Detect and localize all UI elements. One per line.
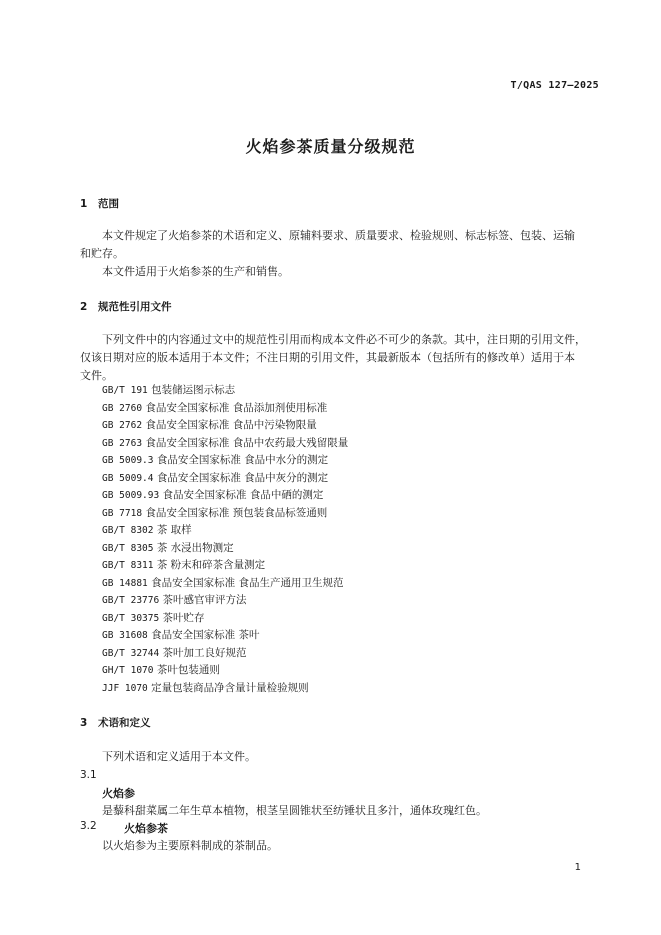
reference-code: GB/T 30375 bbox=[102, 612, 160, 624]
reference-code: GB 7718 bbox=[102, 507, 143, 519]
reference-code: JJF 1070 bbox=[102, 682, 148, 694]
reference-name: 食品安全国家标准 食品中灰分的测定 bbox=[156, 471, 329, 484]
normref-intro-line-3: 文件。 bbox=[80, 369, 113, 382]
reference-code: GB 5009.3 bbox=[102, 455, 154, 466]
reference-code: GB 2760 bbox=[102, 402, 143, 414]
reference-name: 茶叶感官审评方法 bbox=[162, 594, 247, 606]
scope-line-3: 本文件适用于火焰参茶的生产和销售。 bbox=[102, 265, 289, 278]
reference-item bbox=[102, 522, 348, 540]
section-1-heading bbox=[80, 196, 119, 211]
reference-code: GB 14881 bbox=[102, 577, 148, 589]
scope-text bbox=[80, 227, 600, 281]
scope-line-2: 和贮存。 bbox=[80, 247, 124, 260]
reference-item bbox=[102, 540, 348, 558]
reference-name: 食品安全国家标准 食品中污染物限量 bbox=[145, 419, 317, 431]
term-3-1-definition: 是藜科甜菜属二年生草本植物，根茎呈圆锥状至纺锤状且多汁，通体玫瑰红色。 bbox=[102, 804, 487, 817]
reference-code: GH/T 1070 bbox=[102, 665, 154, 676]
section-3-heading bbox=[80, 715, 151, 730]
reference-name: 食品安全国家标准 预包装食品标签通则 bbox=[145, 506, 328, 519]
reference-item bbox=[102, 435, 348, 453]
normref-intro-line-1: 下列文件中的内容通过文中的规范性引用而构成本文件必不可少的条款。其中，注日期的引用文件， bbox=[102, 333, 586, 346]
reference-item bbox=[102, 575, 348, 593]
reference-code: GB/T 8302 bbox=[102, 525, 154, 536]
reference-code: GB/T 23776 bbox=[102, 595, 160, 606]
reference-item bbox=[102, 645, 348, 663]
reference-item bbox=[102, 680, 348, 698]
reference-code: GB/T 8311 bbox=[102, 560, 154, 571]
reference-name: 茶叶加工良好规范 bbox=[162, 646, 247, 659]
reference-name: 茶 水浸出物测定 bbox=[156, 541, 234, 554]
reference-item bbox=[102, 417, 348, 435]
reference-item bbox=[102, 400, 348, 418]
reference-code: GB 5009.4 bbox=[102, 472, 154, 484]
normref-intro bbox=[80, 331, 600, 385]
document-title: 火焰参茶质量分级规范 bbox=[245, 137, 416, 156]
reference-name: 食品安全国家标准 食品生产通用卫生规范 bbox=[151, 576, 344, 589]
reference-name: 食品安全国家标准 食品添加剂使用标准 bbox=[145, 401, 328, 414]
term-3-2-name: 火焰参茶 bbox=[124, 822, 168, 835]
reference-name: 茶 粉末和碎茶含量测定 bbox=[156, 559, 266, 571]
reference-name: 食品安全国家标准 食品中水分的测定 bbox=[156, 454, 329, 466]
reference-item bbox=[102, 470, 348, 488]
reference-item bbox=[102, 610, 348, 628]
reference-item bbox=[102, 505, 348, 523]
section-3-number: 3 bbox=[80, 717, 88, 729]
section-2-title: 规范性引用文件 bbox=[98, 301, 172, 313]
reference-code: GB 5009.93 bbox=[102, 490, 160, 501]
normref-intro-line-2: 仅该日期对应的版本适用于本文件；不注日期的引用文件，其最新版本（包括所有的修改单）适用于本 bbox=[80, 351, 575, 364]
reference-name: 包装储运图示标志 bbox=[151, 384, 236, 396]
reference-item bbox=[102, 382, 348, 400]
term-3-2-number: 3.2 bbox=[80, 820, 97, 832]
reference-name: 定量包装商品净含量计量检验规则 bbox=[151, 681, 309, 694]
page-number: 1 bbox=[574, 862, 581, 873]
reference-code: GB/T 191 bbox=[102, 385, 148, 396]
standard-number: T/QAS 127—2025 bbox=[510, 80, 599, 91]
reference-code: GB/T 32744 bbox=[102, 647, 160, 659]
terms-intro: 下列术语和定义适用于本文件。 bbox=[102, 750, 256, 763]
term-3-2-definition: 以火焰参为主要原料制成的茶制品。 bbox=[102, 839, 278, 852]
reference-name: 食品安全国家标准 茶叶 bbox=[151, 629, 260, 641]
reference-name: 茶叶包装通则 bbox=[156, 664, 220, 676]
reference-code: GB 2763 bbox=[102, 437, 143, 449]
reference-code: GB 2762 bbox=[102, 420, 143, 431]
reference-item bbox=[102, 487, 348, 505]
section-2-number: 2 bbox=[80, 301, 88, 313]
term-3-1-number: 3.1 bbox=[80, 769, 97, 781]
reference-list bbox=[102, 382, 348, 697]
section-1-title: 范围 bbox=[98, 198, 119, 210]
section-3-title: 术语和定义 bbox=[98, 717, 151, 729]
reference-code: GB 31608 bbox=[102, 630, 148, 641]
reference-item bbox=[102, 662, 348, 680]
reference-item bbox=[102, 592, 348, 610]
reference-name: 茶叶贮存 bbox=[162, 611, 205, 624]
reference-name: 茶 取样 bbox=[156, 524, 192, 536]
reference-name: 食品安全国家标准 食品中硒的测定 bbox=[162, 489, 324, 501]
term-3-1-name: 火焰参 bbox=[102, 787, 135, 800]
section-1-number: 1 bbox=[80, 198, 88, 210]
reference-item bbox=[102, 452, 348, 470]
scope-line-1: 本文件规定了火焰参茶的术语和定义、原辅料要求、质量要求、检验规则、标志标签、包装、运输 bbox=[102, 229, 575, 242]
reference-item bbox=[102, 557, 348, 575]
reference-name: 食品安全国家标准 食品中农药最大残留限量 bbox=[145, 436, 349, 449]
reference-item bbox=[102, 627, 348, 645]
reference-code: GB/T 8305 bbox=[102, 542, 154, 554]
section-2-heading bbox=[80, 299, 172, 314]
